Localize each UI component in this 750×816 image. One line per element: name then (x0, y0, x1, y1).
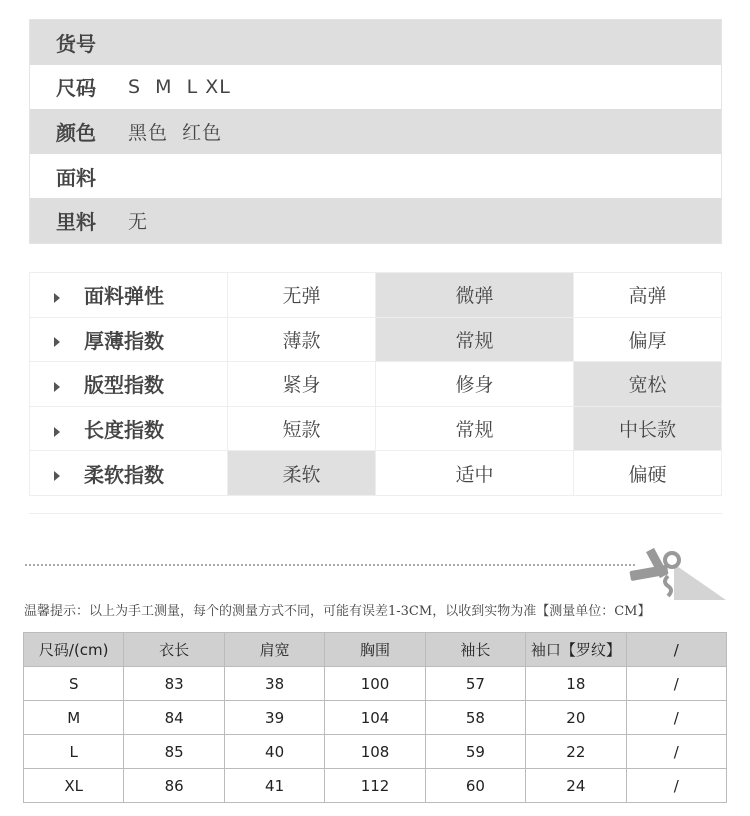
size-row-cell: 58 (425, 701, 525, 735)
size-row-cell: / (626, 701, 726, 735)
size-row-cell: 38 (224, 667, 324, 701)
info-label: 面料 (56, 165, 96, 190)
index-name (30, 362, 228, 407)
size-row (24, 769, 727, 803)
dotted-cut-line (25, 564, 635, 566)
index-option: 偏硬 (574, 451, 722, 496)
info-label: 颜色 (56, 120, 96, 145)
info-value: S M L XL (128, 75, 231, 98)
measurement-note: 温馨提示：以上为手工测量，每个的测量方式不同，可能有误差1-3CM，以收到实物为准【测量单位：CM】 (24, 604, 651, 619)
size-row-cell: 100 (325, 667, 425, 701)
size-row-cell: 20 (526, 701, 626, 735)
size-row-cell: 60 (425, 769, 525, 803)
index-option: 薄款 (228, 317, 376, 362)
size-row-cell: 84 (124, 701, 224, 735)
size-row-cell: 41 (224, 769, 324, 803)
product-info-panel (29, 19, 722, 244)
index-row (30, 362, 722, 407)
index-option: 高弹 (574, 273, 722, 318)
index-name (30, 451, 228, 496)
index-option-selected: 柔软 (228, 451, 376, 496)
index-name (30, 317, 228, 362)
index-row (30, 273, 722, 318)
index-option: 紧身 (228, 362, 376, 407)
size-header-row-cell: 衣长 (124, 633, 224, 667)
index-row (30, 317, 722, 362)
size-row-cell: 40 (224, 735, 324, 769)
index-row (30, 406, 722, 451)
index-option-selected: 宽松 (574, 362, 722, 407)
size-row-cell: 108 (325, 735, 425, 769)
size-row-cell: 112 (325, 769, 425, 803)
info-row-lining (30, 198, 721, 243)
size-chart-table (23, 632, 727, 803)
size-row-cell: 18 (526, 667, 626, 701)
size-row-cell: 57 (425, 667, 525, 701)
triangle-right-icon (54, 471, 60, 481)
info-value: 黑色 红色 (128, 121, 223, 144)
index-name (30, 273, 228, 318)
size-header-row-cell: 袖口【罗纹】 (526, 633, 626, 667)
attribute-index-table (29, 272, 722, 496)
size-row-cell: S (24, 667, 124, 701)
index-name-label: 面料弹性 (84, 284, 164, 309)
index-option: 无弹 (228, 273, 376, 318)
index-option: 短款 (228, 406, 376, 451)
size-row-cell: M (24, 701, 124, 735)
section-divider (29, 513, 722, 514)
info-row-fabric (30, 154, 721, 199)
info-value: 无 (128, 211, 149, 234)
size-row-cell: L (24, 735, 124, 769)
triangle-right-icon (54, 337, 60, 347)
triangle-right-icon (54, 293, 60, 303)
index-option-selected: 常规 (376, 317, 574, 362)
size-row-cell: XL (24, 769, 124, 803)
size-header-row-cell: 袖长 (425, 633, 525, 667)
size-row-cell: / (626, 769, 726, 803)
size-row-cell: 39 (224, 701, 324, 735)
index-option: 适中 (376, 451, 574, 496)
size-row-cell: 59 (425, 735, 525, 769)
size-header-row (24, 633, 727, 667)
size-header-row-cell: 肩宽 (224, 633, 324, 667)
index-name-label: 柔软指数 (84, 462, 164, 487)
scissors-icon (628, 546, 728, 602)
size-row-cell: 104 (325, 701, 425, 735)
index-option-selected: 中长款 (574, 406, 722, 451)
index-name (30, 406, 228, 451)
index-option: 常规 (376, 406, 574, 451)
index-name-label: 厚薄指数 (84, 328, 164, 353)
size-row-cell: 85 (124, 735, 224, 769)
index-name-label: 长度指数 (84, 418, 164, 443)
index-row (30, 451, 722, 496)
size-row-cell: 83 (124, 667, 224, 701)
info-row-color (30, 109, 721, 154)
size-header-row-cell: 胸围 (325, 633, 425, 667)
size-row-cell: 24 (526, 769, 626, 803)
triangle-right-icon (54, 382, 60, 392)
info-label: 货号 (56, 31, 96, 56)
info-row-size (30, 65, 721, 110)
size-header-row-cell: / (626, 633, 726, 667)
size-row-cell: 22 (526, 735, 626, 769)
info-row-item-number (30, 20, 721, 65)
index-option: 修身 (376, 362, 574, 407)
size-row (24, 701, 727, 735)
size-row-cell: / (626, 735, 726, 769)
size-row-cell: / (626, 667, 726, 701)
index-option: 偏厚 (574, 317, 722, 362)
size-row (24, 667, 727, 701)
size-header-row-cell: 尺码/(cm) (24, 633, 124, 667)
index-option-selected: 微弹 (376, 273, 574, 318)
triangle-right-icon (54, 427, 60, 437)
info-label: 里料 (56, 210, 96, 235)
size-row-cell: 86 (124, 769, 224, 803)
index-name-label: 版型指数 (84, 373, 164, 398)
size-row (24, 735, 727, 769)
info-label: 尺码 (56, 76, 96, 101)
